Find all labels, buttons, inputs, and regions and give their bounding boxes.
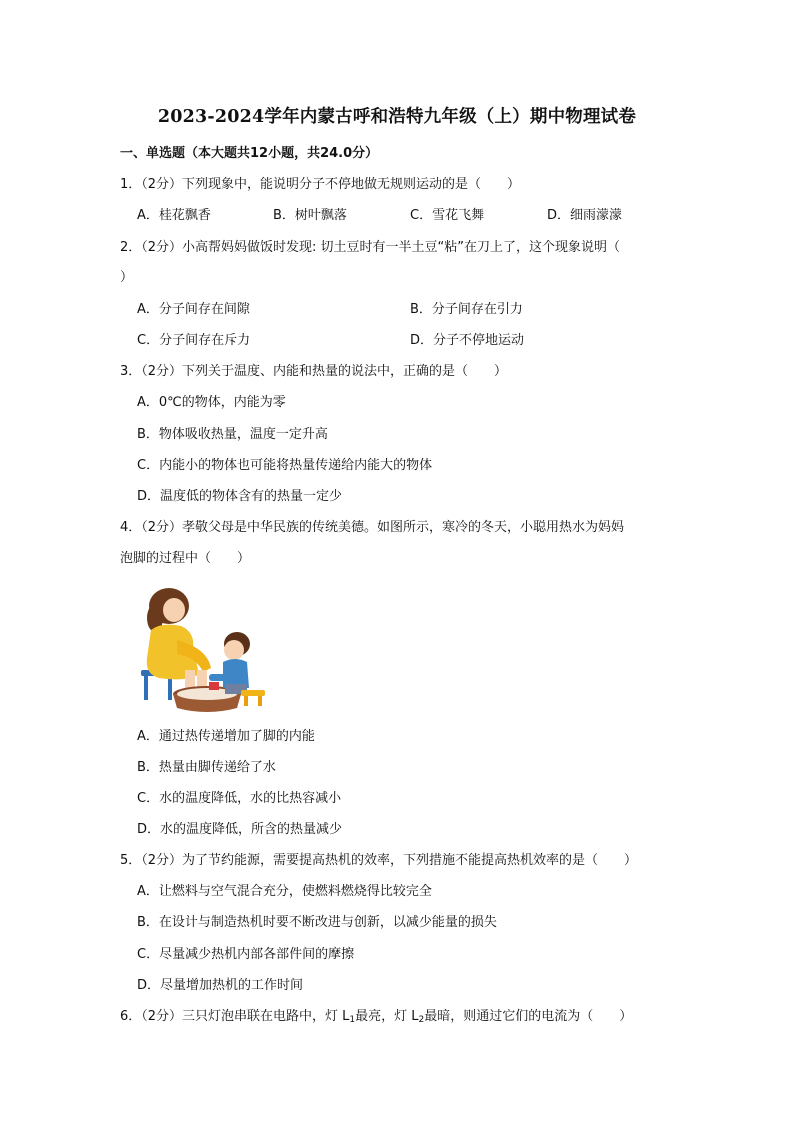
q2-option-b: B．分子间存在引力 (410, 302, 523, 317)
q6-subscript-2: 2 (418, 1015, 425, 1025)
question-2-stem: 2．（2分）小高帮妈妈做饭时发现: 切土豆时有一半土豆“粘”在刀上了，这个现象说明（ (120, 240, 621, 255)
q2-option-c: C．分子间存在斥力 (137, 333, 251, 348)
question-1-stem: 1．（2分）下列现象中，能说明分子不停地做无规则运动的是（ ） (120, 177, 521, 192)
q1-option-c: C．雪花飞舞 (410, 208, 485, 223)
q2-option-d: D．分子不停地运动 (410, 333, 525, 348)
exam-title: 2023-2024学年内蒙古呼和浩特九年级（上）期中物理试卷 (157, 107, 637, 127)
q4-option-c: C．水的温度降低，水的比热容减小 (137, 791, 342, 806)
q3-option-d: D．温度低的物体含有的热量一定少 (137, 489, 343, 504)
q6-subscript-1: 1 (349, 1015, 356, 1025)
q1-option-a: A．桂花飘香 (137, 208, 211, 223)
q6-stem-part-a: 6．（2分）三只灯泡串联在电路中，灯 L (120, 1009, 350, 1024)
q5-option-a: A．让燃料与空气混合充分，使燃料燃烧得比较完全 (137, 884, 432, 899)
q5-option-c: C．尽量减少热机内部各部件间的摩擦 (137, 947, 355, 962)
question-2-stem-cont: ） (120, 270, 134, 285)
question-6-stem (120, 1008, 632, 1029)
q6-stem-part-c: 最暗，则通过它们的电流为（ ） (424, 1009, 633, 1024)
question-3-stem: 3．（2分）下列关于温度、内能和热量的说法中，正确的是（ ） (120, 364, 508, 379)
question-4-stem: 4．（2分）孝敬父母是中华民族的传统美德。如图所示，寒冷的冬天，小聪用热水为妈妈 (120, 520, 625, 535)
q6-stem-part-b: 最亮，灯 L (355, 1009, 419, 1024)
q1-option-b: B．树叶飘落 (273, 208, 347, 223)
q3-option-b: B．物体吸收热量，温度一定升高 (137, 427, 328, 442)
q4-option-a: A．通过热传递增加了脚的内能 (137, 729, 315, 744)
foot-washing-illustration (137, 578, 267, 712)
q1-option-d: D．细雨濛濛 (547, 208, 623, 223)
q2-option-a: A．分子间存在间隙 (137, 302, 250, 317)
question-4-stem-cont: 泡脚的过程中（ ） (120, 551, 251, 566)
section-heading: 一、单选题（本大题共12小题，共24.0分） (120, 146, 379, 161)
question-5-stem: 5．（2分）为了节约能源，需要提高热机的效率，下列措施不能提高热机效率的是（ ） (120, 853, 638, 868)
q3-option-c: C．内能小的物体也可能将热量传递给内能大的物体 (137, 458, 433, 473)
q5-option-b: B．在设计与制造热机时要不断改进与创新，以减少能量的损失 (137, 915, 497, 930)
q3-option-a: A．0℃的物体，内能为零 (137, 395, 286, 410)
q4-option-b: B．热量由脚传递给了水 (137, 760, 276, 775)
q5-option-d: D．尽量增加热机的工作时间 (137, 978, 304, 993)
q4-option-d: D．水的温度降低，所含的热量减少 (137, 822, 343, 837)
